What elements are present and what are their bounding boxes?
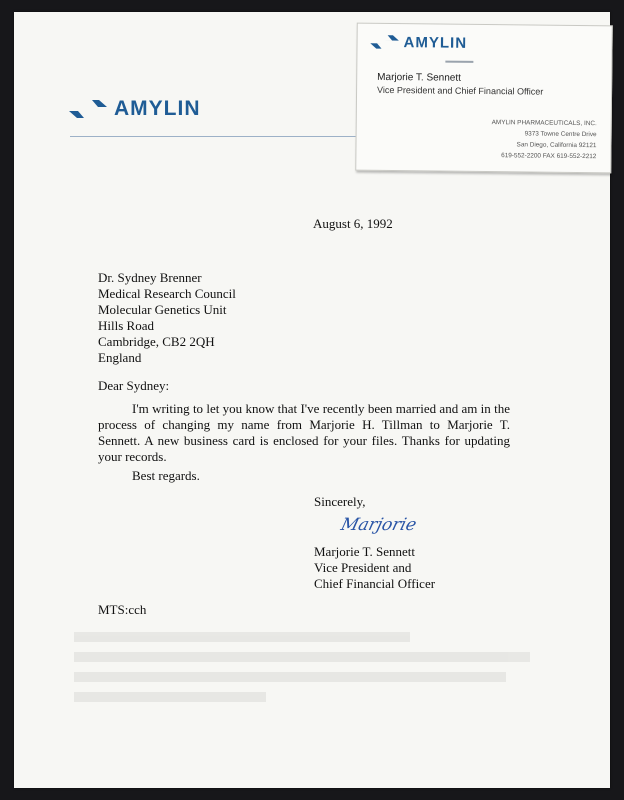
closing-sincerely: Sincerely,: [314, 494, 366, 509]
recipient-line: Hills Road: [98, 318, 154, 333]
salutation: Dear Sydney:: [98, 378, 170, 393]
signer-title-line: Vice President and: [314, 560, 412, 575]
card-person-name: Marjorie T. Sennett: [377, 71, 462, 84]
card-person-title: Vice President and Chief Financial Officer: [377, 84, 544, 97]
signer-name: Marjorie T. Sennett: [314, 544, 415, 559]
card-logo: [369, 32, 467, 53]
recipient-line: Cambridge, CB2 2QH: [98, 334, 215, 349]
letter-body-paragraph: I'm writing to let you know that I've recently been married and am in the process of changing my name from Marjorie H. Tillman to Marjorie T. Sennett. A new business card is enclosed for your files. Thanks for updating your records.: [98, 401, 510, 464]
signature-text: Marjorie: [338, 515, 419, 535]
letter-date: August 6, 1992: [313, 216, 393, 231]
amylin-card-logo-icon: [369, 32, 399, 52]
recipient-line: Medical Research Council: [98, 286, 236, 301]
letter-page: [14, 12, 610, 788]
handwritten-signature: [338, 506, 419, 540]
card-company-name: AMYLIN: [403, 33, 468, 52]
card-address-line: 9373 Towne Centre Drive: [524, 130, 597, 139]
letterhead-logo: [68, 96, 201, 122]
reference-initials: MTS:cch: [98, 602, 147, 617]
card-phone-fax-line: 619-552-2200 FAX 619-552-2212: [501, 152, 597, 161]
recipient-address: [98, 270, 236, 366]
recipient-line: England: [98, 350, 142, 365]
letterhead-company-name: AMYLIN: [114, 97, 201, 120]
signer-title-line: Chief Financial Officer: [314, 576, 436, 591]
business-card: [355, 23, 613, 174]
best-regards: Best regards.: [132, 468, 200, 483]
card-address-line: AMYLIN PHARMACEUTICALS, INC.: [491, 119, 597, 128]
show-through-texture: [74, 632, 554, 752]
recipient-line: Molecular Genetics Unit: [98, 302, 227, 317]
recipient-line: Dr. Sydney Brenner: [98, 270, 202, 285]
amylin-logo-icon: [68, 96, 108, 122]
signature-block: [314, 544, 435, 592]
card-divider: [445, 61, 473, 63]
card-address-line: San Diego, California 92121: [516, 141, 597, 150]
